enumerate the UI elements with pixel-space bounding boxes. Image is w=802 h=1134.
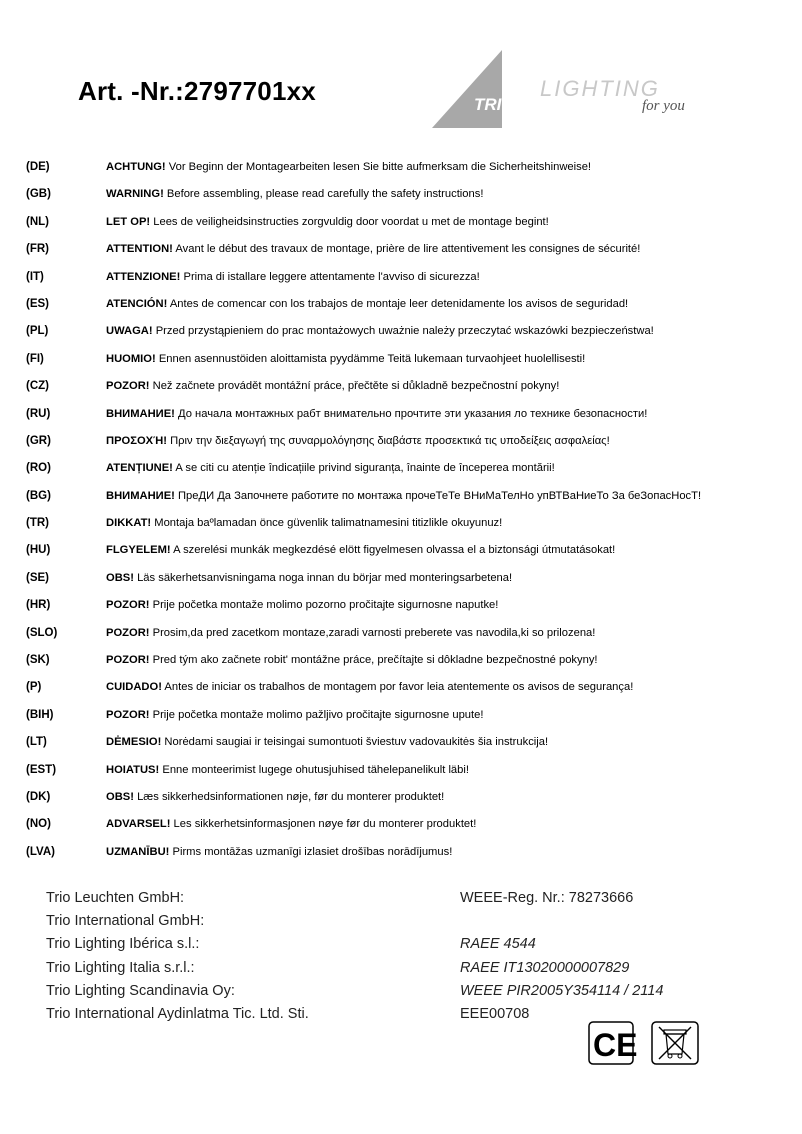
warning-body: Montaja baºlamadan önce güvenlik talimatnamesini titizlikle okuyunuz! bbox=[151, 517, 503, 530]
warning-keyword: UWAGA! bbox=[106, 325, 153, 338]
warning-keyword: DĖMESIO! bbox=[106, 736, 162, 749]
warning-text bbox=[106, 407, 647, 421]
warning-keyword: HOIATUS! bbox=[106, 763, 160, 776]
warning-row bbox=[26, 297, 786, 324]
warning-keyword: ATENCIÓN! bbox=[106, 297, 168, 310]
warning-body: Lees de veiligheidsinstructies zorgvuldig door voordat u met de montage begint! bbox=[150, 215, 549, 228]
warning-keyword: POZOR! bbox=[106, 380, 150, 393]
warning-body: Prosim,da pred zacetkom montaze,zaradi varnosti preberete vas navodila,ki so prilozena! bbox=[149, 626, 596, 639]
warning-body: Ennen asennustöiden aloittamista pyydämme Teitä lukemaan turvaohjeet huolellisesti! bbox=[155, 352, 586, 365]
warning-body: Antes de iniciar os trabalhos de montagem por favor leia atentemente os avisos de segurança! bbox=[161, 681, 634, 694]
warning-keyword: ADVARSEL! bbox=[106, 818, 171, 831]
warning-row bbox=[26, 735, 786, 762]
warning-row bbox=[26, 489, 786, 516]
logo-triangle-icon bbox=[432, 50, 502, 128]
warning-row bbox=[26, 598, 786, 625]
warning-keyword: LET OP! bbox=[106, 215, 151, 228]
warning-body: Prije početka montaže molimo pažljivo pročitajte sigurnosne upute! bbox=[149, 708, 484, 721]
language-code: (SLO) bbox=[26, 626, 58, 639]
warning-body: Pirms montāžas uzmanīgi izlasiet drošības norādījumus! bbox=[169, 845, 453, 858]
warning-row bbox=[26, 407, 786, 434]
language-code: (IT) bbox=[26, 270, 44, 283]
language-code: (RO) bbox=[26, 462, 51, 475]
warning-text bbox=[106, 489, 701, 503]
language-code: (BG) bbox=[26, 489, 51, 502]
warning-text bbox=[106, 215, 549, 229]
warning-text bbox=[106, 270, 480, 284]
warning-row bbox=[26, 160, 786, 187]
registration-number: WEEE-Reg. Nr.: 78273666 bbox=[460, 890, 634, 906]
warning-keyword: POZOR! bbox=[106, 654, 150, 667]
warning-text bbox=[106, 735, 548, 749]
warning-body: A szerelési munkák megkezdésé elött figyelmesen olvassa el a biztonsági útmutatásokat! bbox=[170, 544, 616, 557]
company-name: Trio Lighting Scandinavia Oy: bbox=[46, 982, 235, 999]
warning-text bbox=[106, 845, 452, 859]
warning-row bbox=[26, 215, 786, 242]
warning-body: Avant le début des travaux de montage, prière de lire attentivement les consignes de sécurité! bbox=[172, 243, 641, 256]
language-code: (CZ) bbox=[26, 380, 49, 393]
warning-body: До начала монтажных рабт внимательно прочтите эти указания ло технике безопасности! bbox=[174, 407, 648, 420]
warning-row bbox=[26, 817, 786, 844]
language-code: (RU) bbox=[26, 407, 51, 420]
warning-row bbox=[26, 680, 786, 707]
warning-keyword: ATENȚIUNE! bbox=[106, 462, 173, 475]
warning-body: Πριν την διεξαγωγή της συναρμολόγησης διαβάστε προσεκτικά τις υποδείξεις ασφαλείας! bbox=[166, 434, 610, 447]
warning-row bbox=[26, 516, 786, 543]
warning-body: Vor Beginn der Montagearbeiten lesen Sie bitte aufmerksam die Sicherheitshinweise! bbox=[165, 161, 592, 173]
logo-tagline: LIGHTING bbox=[540, 76, 660, 101]
registration-number: RAEE IT13020000007829 bbox=[460, 959, 630, 976]
warning-body: Les sikkerhetsinformasjonen nøye før du monterer produktet! bbox=[170, 818, 477, 831]
warning-text bbox=[106, 680, 633, 694]
warning-keyword: FLGYELEM! bbox=[106, 544, 171, 557]
warning-text bbox=[106, 543, 615, 557]
warning-body: Before assembling, please read carefully the safety instructions! bbox=[163, 188, 484, 201]
warning-keyword: CUIDADO! bbox=[106, 681, 162, 694]
warning-keyword: ATTENZIONE! bbox=[106, 270, 181, 283]
language-code: (SK) bbox=[26, 654, 50, 667]
warning-row bbox=[26, 708, 786, 735]
company-name: Trio International GmbH: bbox=[46, 913, 205, 930]
language-code: (P) bbox=[26, 681, 42, 694]
language-code: (TR) bbox=[26, 517, 49, 530]
company-name: Trio Lighting Italia s.r.l.: bbox=[46, 959, 195, 976]
warning-body: ПреДИ Да Започнете работите по монтажа прочеТеТе ВНиМаТелНо упВТВаНиеТо За беЗопасНосТ! bbox=[174, 489, 702, 502]
language-code: (FR) bbox=[26, 243, 49, 256]
compliance-marks bbox=[588, 1020, 702, 1066]
language-code: (LVA) bbox=[26, 845, 55, 858]
warning-row bbox=[26, 571, 786, 598]
warning-keyword: WARNING! bbox=[106, 188, 164, 201]
warning-keyword: ACHTUNG! bbox=[106, 161, 166, 173]
language-code: (ES) bbox=[26, 297, 49, 310]
warning-keyword: HUOMIO! bbox=[106, 352, 156, 365]
article-number: Art. -Nr.:2797701xx bbox=[78, 76, 316, 106]
warning-row bbox=[26, 379, 786, 406]
warning-row bbox=[26, 653, 786, 680]
company-name: Trio Lighting Ibérica s.l.: bbox=[46, 936, 200, 953]
trio-lighting-logo bbox=[430, 48, 730, 132]
warning-row bbox=[26, 352, 786, 379]
warning-keyword: POZOR! bbox=[106, 708, 150, 721]
language-code: (FI) bbox=[26, 352, 44, 365]
language-code: (NL) bbox=[26, 215, 49, 228]
language-code: (HR) bbox=[26, 599, 51, 612]
warning-text bbox=[106, 626, 595, 640]
warning-row bbox=[26, 242, 786, 269]
language-code: (LT) bbox=[26, 736, 47, 749]
warning-body: A se citi cu atenție îndicațiile privind siguranța, înainte de începerea montării! bbox=[172, 462, 555, 475]
warning-body: Enne monteerimist lugege ohutusjuhised tähelepanelikult läbi! bbox=[159, 763, 469, 776]
warning-text bbox=[106, 708, 483, 722]
warning-text bbox=[106, 817, 476, 831]
warning-keyword: UZMANĪBU! bbox=[106, 845, 170, 858]
warning-body: Läs säkerhetsanvisningama noga innan du börjar med monteringsarbetena! bbox=[133, 571, 513, 584]
warning-keyword: OBS! bbox=[106, 571, 134, 584]
warning-row bbox=[26, 324, 786, 351]
warning-keyword: ΠΡΟΣΟΧΉ! bbox=[106, 434, 167, 447]
registration-number: WEEE PIR2005Y354114 / 2114 bbox=[460, 982, 664, 999]
company-name: Trio International Aydinlatma Tic. Ltd. Sti. bbox=[46, 1006, 309, 1023]
language-code: (GR) bbox=[26, 434, 51, 447]
registration-number: RAEE 4544 bbox=[460, 936, 536, 953]
warning-row bbox=[26, 626, 786, 653]
warning-text bbox=[106, 790, 444, 804]
warning-text bbox=[106, 242, 640, 256]
ce-mark-icon: CE bbox=[593, 1027, 638, 1063]
warning-row bbox=[26, 790, 786, 817]
warning-text bbox=[106, 598, 498, 612]
warning-keyword: ВНИМАНИЕ! bbox=[106, 489, 175, 502]
registration-number bbox=[460, 910, 663, 933]
warning-keyword: DIKKAT! bbox=[106, 517, 152, 530]
warning-text bbox=[106, 571, 512, 585]
registration-number: EEE00708 bbox=[460, 1005, 530, 1022]
warning-text bbox=[106, 187, 483, 201]
warning-text bbox=[106, 763, 469, 777]
language-code: (GB) bbox=[26, 188, 51, 201]
warning-body: Norėdami saugiai ir teisingai sumontuoti šviestuv vadovaukitės šia instrukcija! bbox=[161, 736, 549, 749]
warning-body: Antes de comencar con los trabajos de montaje leer detenidamente los avisos de seguridad! bbox=[167, 297, 629, 310]
warning-body: Przed przystąpieniem do prac montażowych uważnie należy przeczytać wskazówki bezpieczeństwa! bbox=[152, 325, 654, 338]
language-code: (HU) bbox=[26, 544, 51, 557]
warning-text bbox=[106, 352, 585, 366]
warning-text bbox=[106, 516, 502, 530]
language-code: (NO) bbox=[26, 818, 51, 831]
warning-text bbox=[106, 434, 610, 448]
warning-keyword: POZOR! bbox=[106, 599, 150, 612]
warning-keyword: OBS! bbox=[106, 790, 134, 803]
company-list bbox=[46, 887, 309, 1026]
warning-text bbox=[106, 297, 628, 311]
warning-body: Než začnete provádět montážní práce, přečtěte si důkladně bezpečnostní pokyny! bbox=[149, 380, 560, 393]
warning-text bbox=[106, 461, 555, 475]
language-code: (DK) bbox=[26, 790, 51, 803]
warning-row bbox=[26, 187, 786, 214]
warning-row bbox=[26, 763, 786, 790]
language-code: (BIH) bbox=[26, 708, 54, 721]
safety-warnings-list bbox=[26, 160, 786, 872]
language-code: (EST) bbox=[26, 763, 57, 776]
warning-keyword: POZOR! bbox=[106, 626, 150, 639]
warning-keyword: ATTENTION! bbox=[106, 243, 173, 256]
registration-list bbox=[460, 887, 663, 1026]
language-code: (PL) bbox=[26, 325, 49, 338]
language-code: (DE) bbox=[26, 161, 50, 173]
warning-row bbox=[26, 461, 786, 488]
warning-row bbox=[26, 845, 786, 872]
warning-text bbox=[106, 653, 598, 667]
language-code: (SE) bbox=[26, 571, 49, 584]
warning-keyword: ВНИМАНИЕ! bbox=[106, 407, 175, 420]
warning-text bbox=[106, 160, 591, 174]
warning-text bbox=[106, 324, 654, 338]
warning-body: Læs sikkerhedsinformationen nøje, før du monterer produktet! bbox=[133, 790, 445, 803]
logo-brand: TRIO bbox=[474, 95, 515, 114]
logo-slogan: for you bbox=[642, 98, 685, 114]
company-name: Trio Leuchten GmbH: bbox=[46, 890, 185, 906]
weee-bin-icon bbox=[652, 1022, 698, 1064]
warning-body: Prima di istallare leggere attentamente l'avviso di sicurezza! bbox=[180, 270, 480, 283]
warning-row bbox=[26, 434, 786, 461]
warning-text bbox=[106, 379, 559, 393]
warning-row bbox=[26, 270, 786, 297]
warning-body: Pred tým ako začnete robit' montážne práce, prečítajte si dôkladne bezpečnostné pokyny! bbox=[149, 654, 598, 667]
warning-body: Prije početka montaže molimo pozorno pročitajte sigurnosne naputke! bbox=[149, 599, 499, 612]
warning-row bbox=[26, 543, 786, 570]
